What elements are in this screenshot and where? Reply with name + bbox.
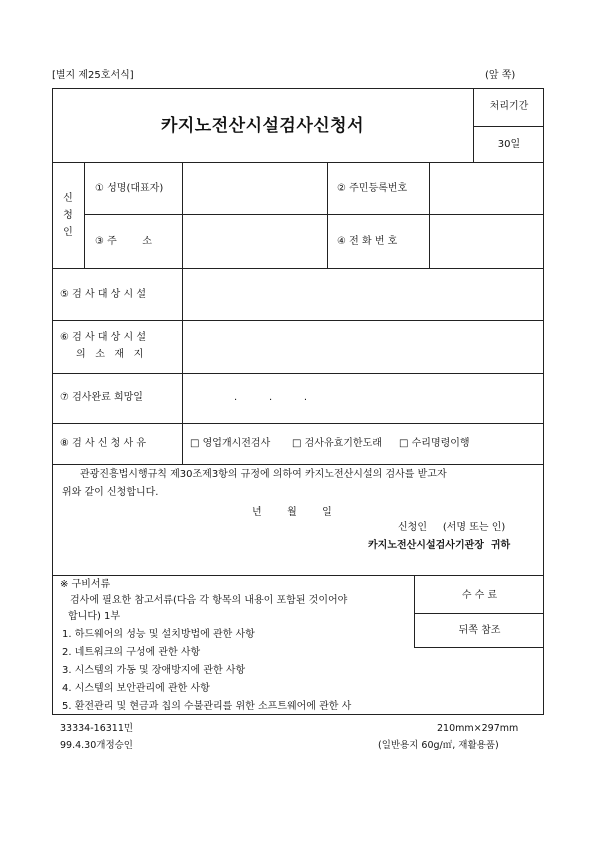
attachment-item: 5. 환전관리 및 현금과 칩의 수불관리를 위한 소프트웨어에 관한 사	[62, 701, 352, 712]
footer-code: 33334-16311민	[60, 723, 134, 734]
attachment-item: 4. 시스템의 보안관리에 관한 사항	[62, 683, 210, 694]
phone-label: ④ 전 화 번 호	[337, 236, 398, 247]
reason-option-repair-order[interactable]: □ 수리명령이행	[399, 438, 470, 449]
footer-approval: 99.4.30개정승인	[60, 740, 133, 751]
name-label: ① 성명(대표자)	[95, 183, 164, 194]
facility-location-label-line2: 의 소 재 지	[76, 349, 144, 360]
addressee: 카지노전산시설검사기관장 귀하	[368, 540, 511, 551]
footer-paper-size: 210mm×297mm	[437, 723, 519, 734]
desired-date-label: ⑦ 검사완료 희망일	[60, 392, 143, 403]
attachments-intro-1: 검사에 필요한 참고서류(다음 각 항목의 내용이 포함된 것이어야	[70, 595, 348, 606]
application-date: 년 월 일	[252, 507, 332, 518]
statement-line-1: 관광진흥법시행규칙 제30조제3항의 규정에 의하여 카지노전산시설의 검사를 받고자	[80, 469, 447, 480]
fee-value: 뒤쪽 참조	[458, 625, 501, 636]
facility-location-label: ⑥ 검 사 대 상 시 설	[60, 332, 146, 343]
attachment-item: 1. 하드웨어의 성능 및 설치방법에 관한 사항	[62, 629, 255, 640]
processing-period-label: 처리기간	[489, 101, 529, 112]
page-side-label: (앞 쪽)	[485, 70, 516, 81]
inspection-target-label: ⑤ 검 사 대 상 시 설	[60, 289, 146, 300]
processing-period-value: 30일	[497, 139, 521, 150]
attachments-heading: ※ 구비서류	[60, 579, 111, 590]
form-number: [별지 제25호서식]	[52, 70, 134, 81]
applicant-signature: 신청인 (서명 또는 인)	[398, 522, 506, 533]
address-label: ③ 주 소	[95, 236, 152, 247]
attachment-item: 3. 시스템의 가동 및 장애방지에 관한 사항	[62, 665, 246, 676]
applicant-group-label: 신 청 인	[63, 193, 73, 238]
reason-option-expiry[interactable]: □ 검사유효기한도래	[292, 438, 382, 449]
footer-paper-spec: (일반용지 60g/㎡, 재활용품)	[378, 740, 499, 751]
statement-line-2: 위와 같이 신청합니다.	[62, 487, 159, 498]
desired-date-field[interactable]: . . .	[234, 392, 308, 403]
form-title: 카지노전산시설검사신청서	[160, 116, 365, 136]
reason-option-pre-opening[interactable]: □ 영업개시전검사	[190, 438, 271, 449]
resident-number-label: ② 주민등록번호	[337, 183, 408, 194]
fee-label: 수 수 료	[461, 590, 498, 601]
attachment-item: 2. 네트워크의 구성에 관한 사항	[62, 647, 201, 658]
attachments-intro-2: 합니다) 1부	[68, 611, 121, 622]
application-reason-label: ⑧ 검 사 신 청 사 유	[60, 438, 146, 449]
